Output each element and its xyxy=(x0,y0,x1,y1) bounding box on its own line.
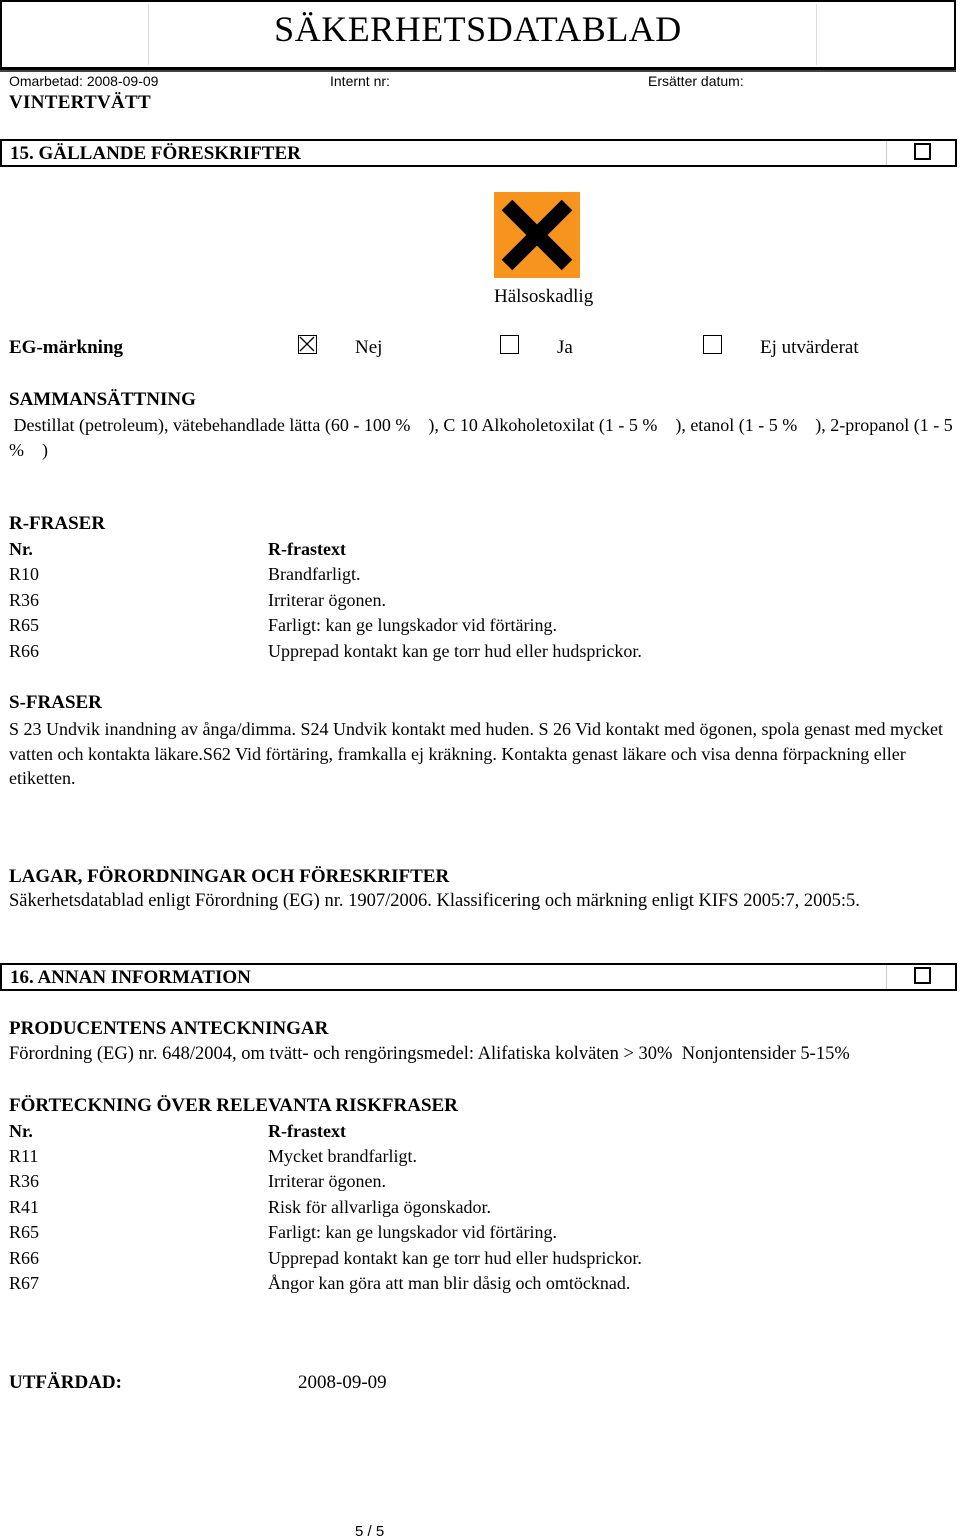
eg-nej-checkbox[interactable] xyxy=(298,335,317,354)
eg-ej-utvarderat-checkbox[interactable] xyxy=(703,335,722,354)
r-code: R10 xyxy=(9,564,40,584)
r-text: Upprepad kontakt kan ge torr hud eller hudsprickor. xyxy=(268,1248,642,1268)
r-code: R66 xyxy=(9,641,40,661)
col-nr: Nr. xyxy=(9,539,33,559)
r-code: R36 xyxy=(9,590,40,610)
laws-heading: LAGAR, FÖRORDNINGAR OCH FÖRESKRIFTER xyxy=(9,866,450,887)
r-text: Farligt: kan ge lungskador vid förtäring. xyxy=(268,615,557,635)
col-r-text: R-frastext xyxy=(268,539,346,559)
issued-date: 2008-09-09 xyxy=(298,1372,387,1393)
r-code: R11 xyxy=(9,1146,39,1166)
document-title: SÄKERHETSDATABLAD xyxy=(274,9,682,49)
eg-option-label: Ja xyxy=(557,337,573,358)
r-text: Upprepad kontakt kan ge torr hud eller hudsprickor. xyxy=(268,641,642,661)
r-code: R41 xyxy=(9,1197,40,1217)
r-text: Risk för allvarliga ögonskador. xyxy=(268,1197,491,1217)
eg-option-label: Nej xyxy=(355,337,383,358)
laws-text: Säkerhetsdatablad enligt Förordning (EG) nr. 1907/2006. Klassificering och märkning enligt KIFS 2005:7, 2005:5. xyxy=(9,891,860,911)
r-code: R65 xyxy=(9,1222,40,1242)
revised-date: Omarbetad: 2008-09-09 xyxy=(9,73,159,89)
producer-text: Förordning (EG) nr. 648/2004, om tvätt- och rengöringsmedel: Alifatiska kolväten > 30% Nonjontensider 5-15% xyxy=(9,1044,850,1064)
section-15-bar xyxy=(0,139,957,167)
col-r-text: R-frastext xyxy=(268,1121,346,1141)
composition-text: Destillat (petroleum), vätebehandlade lätta (60 - 100 % ), C 10 Alkoholetoxilat (1 - 5 % ), etanol (1 - 5 % ), 2-propanol (1 - 5 % ) xyxy=(9,415,958,460)
harmful-x-icon xyxy=(494,192,580,278)
eg-label: EG-märkning xyxy=(9,337,124,358)
section-checkbox[interactable] xyxy=(914,143,931,160)
r-text: Mycket brandfarligt. xyxy=(268,1146,417,1166)
section-divider xyxy=(886,141,887,165)
section-heading: 16. ANNAN INFORMATION xyxy=(10,967,251,988)
s-phrases-text: S 23 Undvik inandning av ånga/dimma. S24 Undvik kontakt med huden. S 26 Vid kontakt med ögonen, spola genast med mycket vatten och kontakta läkare.S62 Vid förtäring, framkalla ej kräkning. Kontakta genast läkare och visa denna förpackning eller etiketten. xyxy=(9,719,943,788)
section-16-bar xyxy=(0,963,957,991)
r-text: Farligt: kan ge lungskador vid förtäring. xyxy=(268,1222,557,1242)
r-text: Ångor kan göra att man blir dåsig och omtöcknad. xyxy=(268,1273,631,1293)
risk-phrases-heading: FÖRTECKNING ÖVER RELEVANTA RISKFRASER xyxy=(9,1095,458,1116)
r-text: Irriterar ögonen. xyxy=(268,590,386,610)
replaces-date: Ersätter datum: xyxy=(648,73,744,89)
col-nr: Nr. xyxy=(9,1121,33,1141)
product-name: VINTERTVÄTT xyxy=(9,92,151,113)
issued-label: UTFÄRDAD: xyxy=(9,1372,122,1393)
r-code: R65 xyxy=(9,615,40,635)
eg-ja-checkbox[interactable] xyxy=(500,335,519,354)
r-text: Brandfarligt. xyxy=(268,564,361,584)
page-number: 5 / 5 xyxy=(355,1523,385,1540)
r-text: Irriterar ögonen. xyxy=(268,1171,386,1191)
r-code: R66 xyxy=(9,1248,40,1268)
title-box xyxy=(0,0,956,70)
internal-nr: Internt nr: xyxy=(330,73,390,89)
x-cross-icon xyxy=(494,192,580,278)
s-phrases-heading: S-FRASER xyxy=(9,692,102,713)
checked-x-icon xyxy=(299,336,315,352)
producer-heading: PRODUCENTENS ANTECKNINGAR xyxy=(9,1018,329,1039)
section-divider xyxy=(886,965,887,989)
eg-option-label: Ej utvärderat xyxy=(760,337,859,358)
r-phrases-heading: R-FRASER xyxy=(9,513,106,534)
section-heading: 15. GÄLLANDE FÖRESKRIFTER xyxy=(10,143,301,164)
section-checkbox[interactable] xyxy=(914,967,931,984)
hazard-label: Hälsoskadlig xyxy=(494,286,594,307)
composition-heading: SAMMANSÄTTNING xyxy=(9,389,196,410)
r-code: R36 xyxy=(9,1171,40,1191)
r-code: R67 xyxy=(9,1273,40,1293)
